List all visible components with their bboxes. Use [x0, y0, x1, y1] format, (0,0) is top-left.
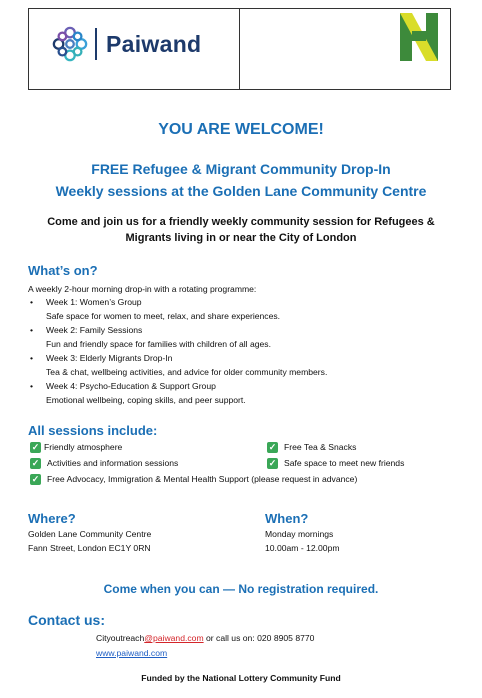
- email-link[interactable]: @paiwand.com: [144, 633, 204, 643]
- list-item: [267, 456, 404, 470]
- list-item: [267, 440, 356, 454]
- paiwand-logo-cell: [29, 9, 239, 89]
- logo-banner: [28, 8, 451, 90]
- week-title: Week 2: Family Sessions: [46, 325, 143, 335]
- schedule: [265, 527, 340, 555]
- list-item: [28, 379, 448, 407]
- address-line-2: Fann Street, London EC1Y 0RN: [28, 543, 151, 553]
- checkmark-icon: ✓: [31, 473, 40, 484]
- list-item: [30, 456, 178, 470]
- paiwand-logo: [51, 25, 201, 63]
- week-desc: Emotional wellbeing, coping skills, and peer support.: [46, 395, 246, 405]
- feature-text: Safe space to meet new friends: [284, 458, 405, 468]
- schedule-time: 10.00am - 12.00pm: [265, 543, 340, 553]
- paiwand-mark-icon: [51, 25, 89, 63]
- list-item: [28, 323, 448, 351]
- phone-text: or call us on: 020 8905 8770: [203, 633, 315, 643]
- brand-name: Paiwand: [106, 30, 202, 57]
- list-item: [28, 295, 448, 323]
- list-item: [30, 472, 357, 486]
- subtitle-line-2: Weekly sessions at the Golden Lane Community Centre: [55, 183, 427, 199]
- week-desc: Tea & chat, wellbeing activities, and advice for older community members.: [46, 367, 328, 377]
- bullet-icon: •: [30, 297, 34, 307]
- all-sessions-heading: All sessions include:: [28, 423, 158, 438]
- week-desc: Safe space for women to meet, relax, and share experiences.: [46, 311, 281, 321]
- bullet-icon: •: [30, 353, 34, 363]
- week-title: Week 4: Psycho-Education & Support Group: [46, 381, 216, 391]
- address-line-1: Golden Lane Community Centre: [28, 529, 152, 539]
- feature-text: Friendly atmosphere: [44, 442, 123, 452]
- feature-text: Activities and information sessions: [47, 458, 179, 468]
- list-item: [28, 351, 448, 379]
- week-title: Week 1: Women’s Group: [46, 297, 142, 307]
- page-title: YOU ARE WELCOME!: [158, 121, 324, 138]
- checkmark-icon: ✓: [268, 457, 277, 468]
- logo-divider: [95, 28, 97, 60]
- week-title: Week 3: Elderly Migrants Drop-In: [46, 353, 173, 363]
- website-row: [96, 646, 167, 660]
- h-logo-icon: [396, 11, 442, 63]
- whats-on-heading: What’s on?: [28, 263, 98, 278]
- checkmark-icon: ✓: [31, 457, 40, 468]
- funder-logo-cell: [239, 9, 450, 89]
- email-prefix[interactable]: Cityoutreach: [96, 633, 145, 643]
- checkmark-icon: ✓: [268, 441, 277, 452]
- no-registration-note: Come when you can — No registration required.: [103, 582, 379, 596]
- feature-text: Free Advocacy, Immigration & Mental Health Support (please request in advance): [47, 474, 358, 484]
- funded-by-note: Funded by the National Lottery Community Fund: [141, 673, 341, 683]
- feature-text: Free Tea & Snacks: [284, 442, 357, 452]
- week-desc: Fun and friendly space for families with children of all ages.: [46, 339, 271, 349]
- contact-heading: Contact us:: [28, 612, 105, 628]
- intro-text: [20, 214, 462, 246]
- checkmark-icon: ✓: [31, 441, 40, 452]
- contact-line: [96, 631, 314, 645]
- bullet-icon: •: [30, 325, 34, 335]
- address: [28, 527, 151, 555]
- weeks-list: [28, 295, 448, 407]
- intro-line-1: Come and join us for a friendly weekly community session for Refugees &: [47, 216, 435, 228]
- whats-on-lead: A weekly 2-hour morning drop-in with a rotating programme:: [28, 284, 257, 294]
- schedule-day: Monday mornings: [265, 529, 334, 539]
- website-link[interactable]: www.paiwand.com: [96, 648, 168, 658]
- intro-line-2: Migrants living in or near the City of London: [125, 232, 357, 244]
- subtitle-line-1: FREE Refugee & Migrant Community Drop-In: [91, 161, 391, 177]
- bullet-icon: •: [30, 381, 34, 391]
- where-heading: Where?: [28, 511, 76, 526]
- list-item: [30, 440, 122, 454]
- when-heading: When?: [265, 511, 309, 526]
